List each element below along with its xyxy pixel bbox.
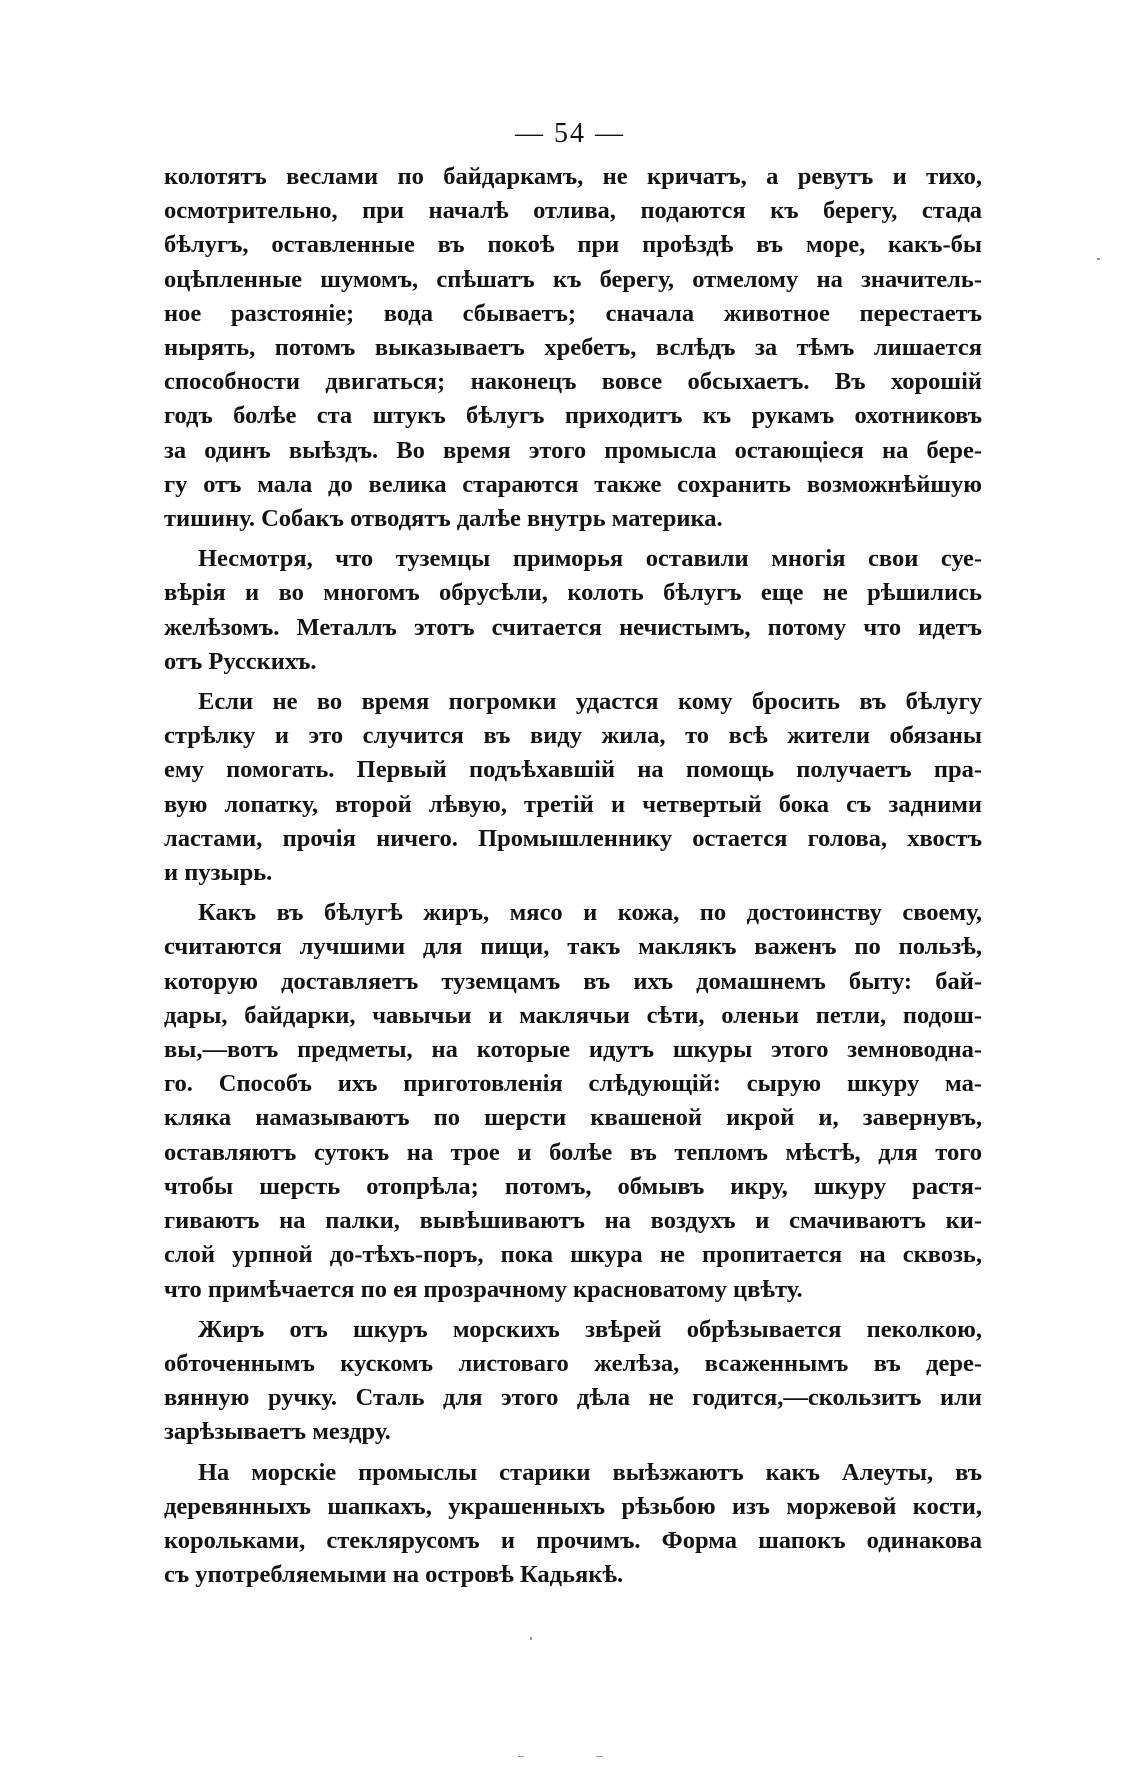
text-line: нырять, потомъ выказываетъ хребетъ, вслѣдъ за тѣмъ лишается (164, 334, 982, 362)
text-line: съ употребляемыми на островѣ Кадьякѣ. (164, 1561, 624, 1589)
scan-speck (518, 1756, 524, 1757)
text-line: желѣзомъ. Металлъ этотъ считается нечистымъ, потому что идетъ (164, 613, 982, 641)
text-line: Жиръ отъ шкуръ морскихъ звѣрей обрѣзывается пеколкою, (198, 1315, 982, 1343)
text-line: гиваютъ на палки, вывѣшиваютъ на воздухъ и смачиваютъ ки- (164, 1207, 982, 1235)
scan-speck (530, 1637, 532, 1640)
text-line: годъ болѣе ста штукъ бѣлугъ приходитъ къ рукамъ охотниковъ (164, 402, 982, 430)
paragraph (164, 1313, 982, 1450)
text-line: осмотрительно, при началѣ отлива, подаются къ берегу, стада (164, 197, 982, 225)
scan-speck (596, 1756, 603, 1757)
text-line: гу отъ мала до велика стараются также сохранить возможнѣйшую (164, 470, 982, 498)
text-line: вы,—вотъ предметы, на которые идутъ шкуры этого земноводна- (164, 1036, 982, 1064)
paragraph (164, 1456, 982, 1593)
text-line: способности двигаться; наконецъ вовсе обсыхаетъ. Въ хорошій (164, 368, 982, 396)
text-line: корольками, стеклярусомъ и прочимъ. Форма шапокъ одинакова (164, 1526, 982, 1554)
text-line: ластами, прочія ничего. Промышленнику остается голова, хвостъ (164, 824, 982, 852)
text-line: вянную ручку. Сталь для этого дѣла не годится,—скользитъ или (164, 1384, 982, 1412)
text-line: го. Способъ ихъ приготовленія слѣдующій: сырую шкуру ма- (164, 1070, 982, 1098)
text-line: колотятъ веслами по байдаркамъ, не кричатъ, а ревутъ и тихо, (164, 163, 982, 190)
text-line: оставляютъ сутокъ на трое и болѣе въ тепломъ мѣстѣ, для того (164, 1138, 982, 1166)
text-line: Несмотря, что туземцы приморья оставили многія свои суе- (198, 545, 982, 573)
paragraph (164, 542, 982, 679)
text-line: вую лопатку, второй лѣвую, третій и четвертый бока съ задними (164, 790, 982, 818)
text-line: которую доставляетъ туземцамъ въ ихъ домашнемъ быту: бай- (164, 967, 982, 995)
text-line: Какъ въ бѣлугѣ жиръ, мясо и кожа, по достоинству своему, (198, 899, 982, 927)
text-line: Если не во время погромки удастся кому бросить въ бѣлугу (198, 688, 982, 716)
text-line: ное разстояніе; вода сбываетъ; сначала животное перестаетъ (164, 299, 982, 327)
scan-speck (1097, 258, 1100, 260)
text-line: отъ Русскихъ. (164, 647, 317, 675)
paragraph (164, 896, 982, 1306)
text-line: чтобы шерсть отопрѣла; потомъ, обмывъ икру, шкуру растя- (164, 1172, 982, 1200)
text-line: что примѣчается по ея прозрачному красноватому цвѣту. (164, 1275, 803, 1303)
paragraph (164, 160, 982, 536)
text-line: оцѣпленные шумомъ, спѣшатъ къ берегу, отмелому на значитель- (164, 265, 982, 293)
text-line: бѣлугъ, оставленные въ покоѣ при проѣздѣ въ море, какъ-бы (164, 231, 982, 259)
text-line: вѣрія и во многомъ обрусѣли, колоть бѣлугъ еще не рѣшились (164, 579, 982, 607)
text-line: деревянныхъ шапкахъ, украшенныхъ рѣзьбою изъ моржевой кости, (164, 1492, 982, 1520)
paragraph (164, 685, 982, 890)
text-line: ему помогать. Первый подъѣхавшій на помощь получаетъ пра- (164, 756, 982, 784)
body-text (164, 160, 982, 1598)
text-line: за одинъ выѣздъ. Во время этого промысла остающіеся на бере- (164, 436, 982, 464)
text-line: считаются лучшими для пищи, такъ маклякъ важенъ по пользѣ, (164, 933, 982, 961)
text-line: стрѣлку и это случится въ виду жила, то всѣ жители обязаны (164, 722, 982, 750)
text-line: тишину. Собакъ отводятъ далѣе внутрь материка. (164, 505, 723, 533)
text-line: и пузырь. (164, 859, 273, 887)
text-line: кляка намазываютъ по шерсти квашеной икрой и, завернувъ, (164, 1104, 982, 1132)
text-line: зарѣзываетъ мездру. (164, 1418, 391, 1446)
text-line: На морскіе промыслы старики выѣзжаютъ какъ Алеуты, въ (198, 1458, 982, 1486)
page-number: — 54 — (515, 118, 625, 149)
text-line: дары, байдарки, чавычьи и маклячьи сѣти, оленьи петли, подош- (164, 1001, 982, 1029)
text-line: обточеннымъ кускомъ листоваго желѣза, всаженнымъ въ дере- (164, 1349, 982, 1377)
text-line: слой урпной до-тѣхъ-поръ, пока шкура не пропитается на сквозь, (164, 1241, 982, 1269)
